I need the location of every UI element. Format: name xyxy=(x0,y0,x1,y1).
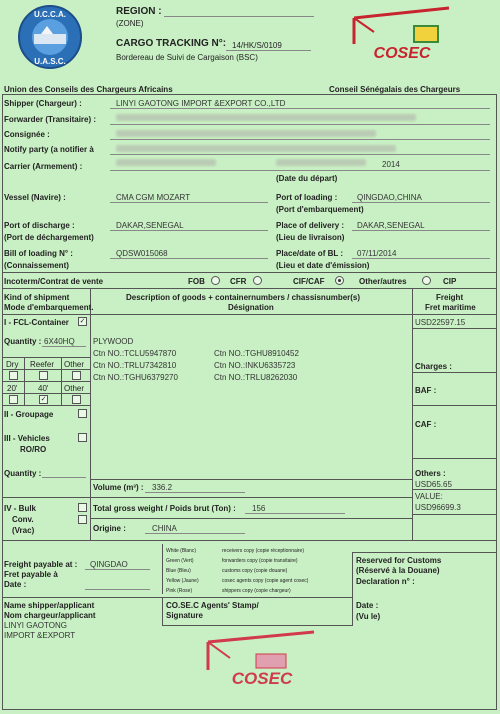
region-label: REGION : xyxy=(116,6,162,17)
bl-date-value: 07/11/2014 xyxy=(357,249,397,258)
others-value: USD65.65 xyxy=(415,480,452,489)
applicant-line-1: LINYI GAOTONG xyxy=(4,621,67,630)
groupage-checkbox[interactable] xyxy=(78,409,87,418)
consignee-label: Consignée : xyxy=(4,130,50,139)
pol-fr: (Port d'embarquement) xyxy=(276,205,364,214)
date-depart-label: (Date du départ) xyxy=(276,174,338,183)
forwarder-label: Forwarder (Transitaire) : xyxy=(4,115,97,124)
size-40: 40' xyxy=(38,384,49,393)
copy-2-desc: forwarders copy (copie transitaire) xyxy=(222,558,298,564)
caf-label: CAF : xyxy=(415,420,437,429)
copy-1-color: White (Blanc) xyxy=(166,548,197,554)
bulk-checkbox[interactable] xyxy=(78,503,87,512)
col-kind-header-fr: Mode d'embarquement. xyxy=(4,303,94,312)
applicant-label: Name shipper/applicant xyxy=(4,601,95,610)
pod-value: DAKAR,SENEGAL xyxy=(116,221,184,230)
incoterm-other: Other/autres xyxy=(359,277,407,286)
groupage-label: II - Groupage xyxy=(4,410,54,419)
ucca-logo xyxy=(17,4,83,70)
fcl-label: I - FCL-Container xyxy=(4,318,69,327)
pol-value: QINGDAO,CHINA xyxy=(357,193,422,202)
bulk-label: IV - Bulk xyxy=(4,504,37,513)
copy-3-desc: customs copy (copie douane) xyxy=(222,568,288,574)
size-40-checkbox[interactable]: ✓ xyxy=(40,396,47,403)
copy-1-desc: receivers copy (copie réceptionnaire) xyxy=(222,548,304,554)
vessel-label: Vessel (Navire) : xyxy=(4,193,66,202)
size-20: 20' xyxy=(7,384,18,393)
cargo-tracking-label: CARGO TRACKING N°: xyxy=(116,38,227,49)
cosec-stamp xyxy=(196,626,326,688)
customs-vu-label: (Vu le) xyxy=(356,612,381,621)
cosec-logo xyxy=(344,4,460,64)
customs-date-label: Date : xyxy=(356,601,379,610)
declaration-label: Declaration n° : xyxy=(356,577,415,586)
applicant-fr: Nom chargeur/applicant xyxy=(4,611,96,620)
copy-4-desc: cosec agents copy (copie agent cosec) xyxy=(222,578,309,584)
copy-5-desc: shippers copy (copie chargeur) xyxy=(222,588,291,594)
fcl-checkbox[interactable]: ✓ xyxy=(79,318,86,325)
copy-2-color: Green (Vert) xyxy=(166,558,194,564)
roro-label: RO/RO xyxy=(20,445,47,454)
incoterm-cip: CIP xyxy=(443,277,457,286)
cosec-logo-text: COSEC xyxy=(373,45,431,62)
value-value: USD96699.3 xyxy=(415,503,461,512)
origin-label: Origine : xyxy=(93,524,126,533)
vehicles-checkbox[interactable] xyxy=(78,433,87,442)
left-org: Union des Conseils des Chargeurs Africains xyxy=(4,85,173,94)
conv-checkbox[interactable] xyxy=(78,515,87,524)
copy-3-color: Blue (Bleu) xyxy=(166,568,191,574)
vehicles-label: III - Vehicles xyxy=(4,434,50,443)
col-desc-header: Description of goods + containernumbers / chassisnumber(s) xyxy=(126,293,361,302)
bl-date-label: Place/date of BL : xyxy=(276,249,343,258)
baf-label: BAF : xyxy=(415,386,437,395)
incoterm-fob: FOB xyxy=(188,277,205,286)
incoterm-other-radio[interactable] xyxy=(422,276,431,285)
copy-5-color: Pink (Rose) xyxy=(166,588,193,594)
container-1: Ctn NO.:TCLU5947870 xyxy=(93,349,177,358)
type-dry: Dry xyxy=(6,360,19,369)
volume-label: Volume (m³) : xyxy=(93,483,144,492)
col-kind-header: Kind of shipment xyxy=(4,293,70,302)
cosec-stamp-text: COSEC xyxy=(231,669,293,688)
conv-label: Conv. xyxy=(12,515,34,524)
payable-date-label: Date : xyxy=(4,580,27,589)
container-6: Ctn NO.:TRLU8262030 xyxy=(214,373,298,382)
zone-label: (ZONE) xyxy=(116,19,144,28)
payable-value: QINGDAO xyxy=(90,560,128,569)
pod-label: Port of discharge : xyxy=(4,221,75,230)
bl-fr: (Connaissement) xyxy=(4,261,69,270)
signature-label: Signature xyxy=(166,611,203,620)
weight-value: 156 xyxy=(252,504,266,513)
reefer-checkbox[interactable] xyxy=(39,371,48,380)
incoterm-label: Incoterm/Contrat de vente xyxy=(4,277,104,286)
incoterm-cif: CIF/CAF xyxy=(293,277,325,286)
weight-label: Total gross weight / Poids brut (Ton) : xyxy=(93,504,236,513)
incoterm-cif-radio[interactable] xyxy=(335,276,344,285)
container-2: Ctn NO.:TGHU8910452 xyxy=(214,349,299,358)
quantity-value: 6X40HQ xyxy=(44,337,75,346)
payable-label: Freight payable at : xyxy=(4,560,78,569)
carrier-label: Carrier (Armement) : xyxy=(4,162,83,171)
col-freight-header-fr: Fret maritime xyxy=(425,303,476,312)
bl-value: QDSW015068 xyxy=(116,249,168,258)
other-checkbox[interactable] xyxy=(72,371,81,380)
customs-label: Reserved for Customs xyxy=(356,556,442,565)
size-other: Other xyxy=(64,384,85,393)
incoterm-fob-radio[interactable] xyxy=(211,276,220,285)
charges-label: Charges : xyxy=(415,362,452,371)
vessel-value: CMA CGM MOZART xyxy=(116,193,191,202)
quantity2-label: Quantity : xyxy=(4,469,42,478)
incoterm-cfr: CFR xyxy=(230,277,247,286)
incoterm-cfr-radio[interactable] xyxy=(253,276,262,285)
type-other: Other xyxy=(64,360,85,369)
volume-value: 336.2 xyxy=(152,483,173,492)
applicant-line-2: IMPORT &EXPORT xyxy=(4,631,76,640)
delivery-fr: (Lieu de livraison) xyxy=(276,233,345,242)
bl-date-fr: (Lieu et date d'émission) xyxy=(276,261,370,270)
size-20-checkbox[interactable] xyxy=(9,395,18,404)
bl-label: Bill of loading N° : xyxy=(4,249,73,258)
quantity-label: Quantity : xyxy=(4,337,42,346)
vrac-label: (Vrac) xyxy=(12,526,35,535)
payable-fr: Fret payable à xyxy=(4,570,58,579)
bsc-label: Bordereau de Suivi de Cargaison (BSC) xyxy=(116,53,258,62)
ucca-top-text: U.C.C.A. xyxy=(34,10,66,19)
goods-value: PLYWOOD xyxy=(93,337,134,346)
freight-value: USD22597.15 xyxy=(415,318,466,327)
shipper-label: Shipper (Chargeur) : xyxy=(4,99,82,108)
shipper-value: LINYI GAOTONG IMPORT &EXPORT CO.,LTD xyxy=(116,99,286,108)
carrier-date: 2014 xyxy=(382,160,400,169)
container-5: Ctn NO.:TGHU6379270 xyxy=(93,373,178,382)
copy-4-color: Yellow (Jaune) xyxy=(166,578,199,584)
cargo-tracking-number: 14/HK/S/0109 xyxy=(232,41,282,50)
container-4: Ctn NO.:INKU6335723 xyxy=(214,361,296,370)
others-label: Others : xyxy=(415,469,446,478)
container-3: Ctn NO.:TRLU7342810 xyxy=(93,361,177,370)
pol-label: Port of loading : xyxy=(276,193,338,202)
value-label: VALUE: xyxy=(415,492,443,501)
type-reefer: Reefer xyxy=(30,360,55,369)
notify-label: Notify party (a notifier à xyxy=(4,145,94,154)
col-freight-header: Freight xyxy=(436,293,464,302)
col-desc-header-fr: Désignation xyxy=(228,303,274,312)
delivery-label: Place of delivery : xyxy=(276,221,345,230)
ucca-bottom-text: U.A.S.C. xyxy=(34,57,66,66)
pod-fr: (Port de déchargement) xyxy=(4,233,94,242)
origin-value: CHINA xyxy=(152,524,177,533)
customs-fr: (Réservé à la Douane) xyxy=(356,566,440,575)
delivery-value: DAKAR,SENEGAL xyxy=(357,221,425,230)
size-other-checkbox[interactable] xyxy=(72,395,81,404)
dry-checkbox[interactable] xyxy=(9,371,18,380)
right-org: Conseil Sénégalais des Chargeurs xyxy=(329,85,461,94)
stamp-label: CO.SE.C Agents' Stamp/ xyxy=(166,601,259,610)
